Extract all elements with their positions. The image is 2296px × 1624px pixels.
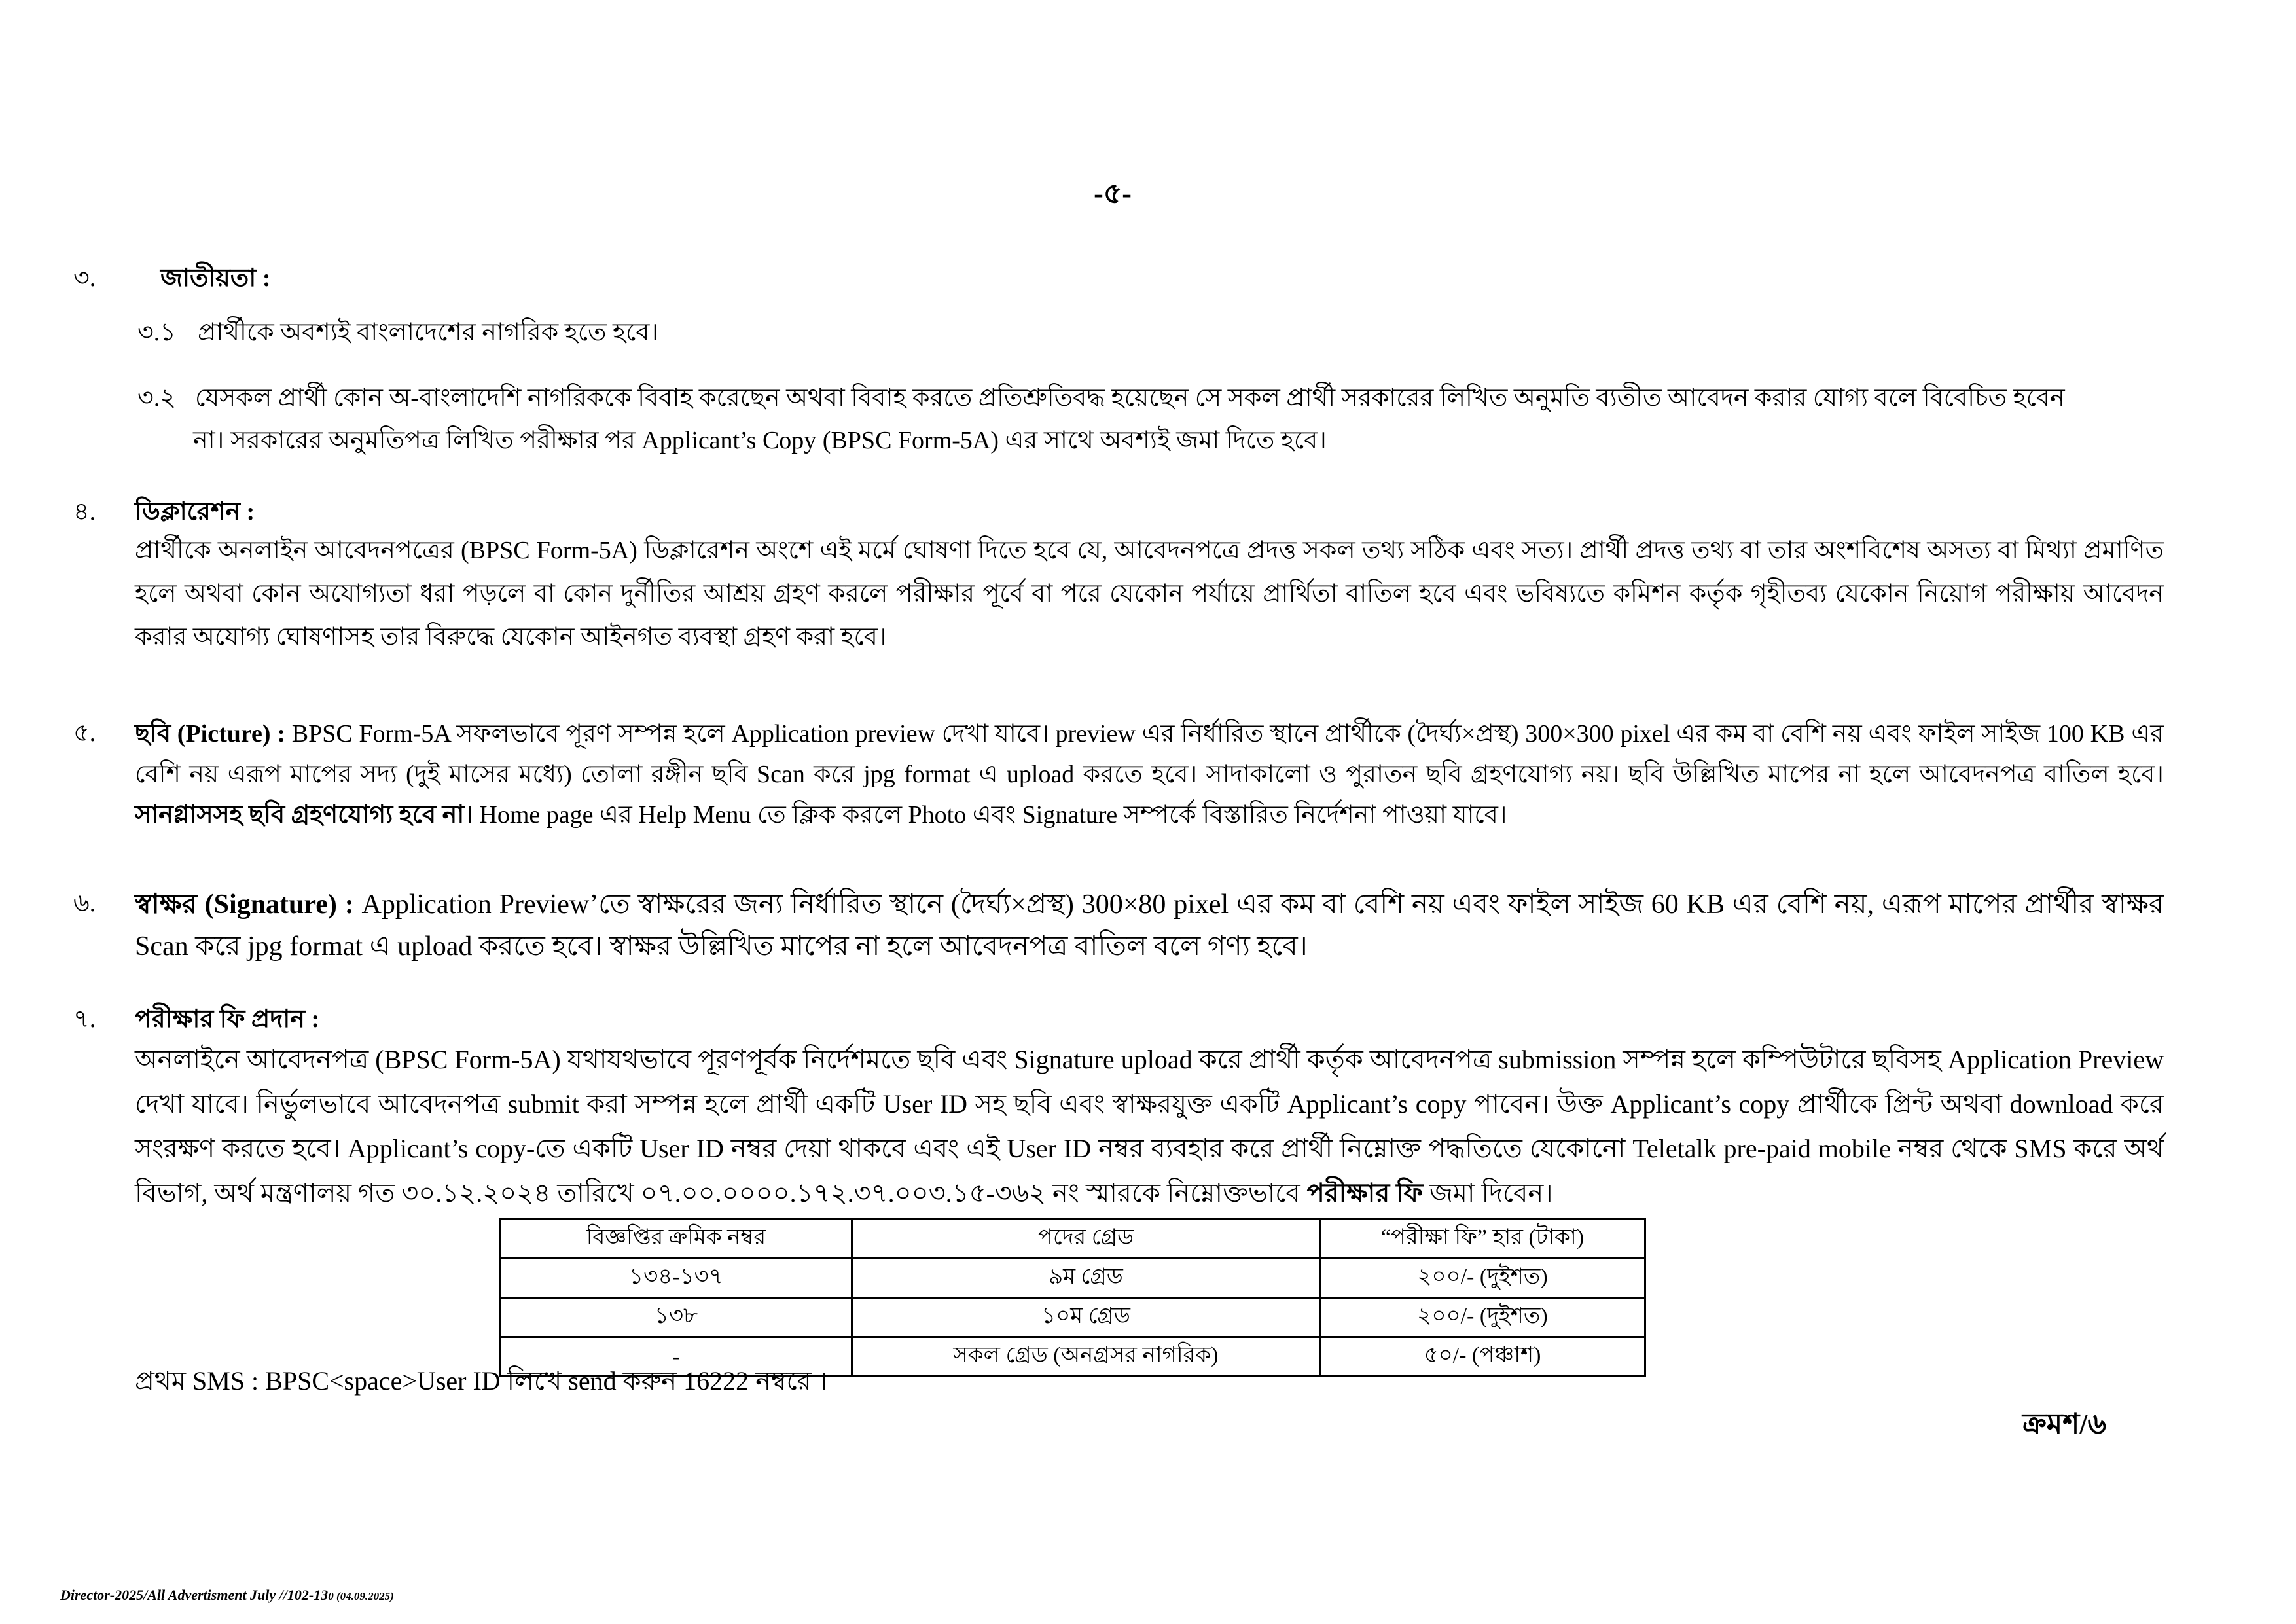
section-4-text: প্রার্থীকে অনলাইন আবেদনপত্রের (BPSC Form-5A) ডিক্লারেশন অংশে এই মর্মে ঘোষণা দিতে হবে যে, আবেদনপত্রে প্রদত্ত সকল তথ্য সঠিক এবং সত্য। প্রার্থী প্রদত্ত তথ্য বা তার অংশবিশেষ অসত্য বা মিথ্যা প্রমাণিত হলে অথবা কোন অযোগ্যতা ধরা পড়লে বা কোন দুর্নীতির আশ্রয় গ্রহণ করলে পরীক্ষার পূর্বে বা পরে যেকোন পর্যায়ে প্রার্থিতা বাতিল হবে এবং ভবিষ্যতে কমিশন কর্তৃক গৃহীতব্য যেকোন নিয়োগ পরীক্ষায় আবেদন করার অযোগ্য ঘোষণাসহ তার বিরুদ্ধে যেকোন আইনগত ব্যবস্থা গ্রহণ করা হবে।: [135, 537, 2164, 651]
header-exam-fee-rate: “পরীক্ষা ফি” হার (টাকা): [1319, 1219, 1645, 1259]
cell-serial: ১৩৮: [501, 1298, 852, 1337]
table-row: [501, 1259, 1645, 1298]
table-header-row: [501, 1219, 1645, 1259]
section-3-number: ৩.: [73, 264, 96, 292]
section-6-text: Application Preview’তে স্বাক্ষরের জন্য নির্ধারিত স্থানে (দৈর্ঘ্য×প্রস্থ) 300×80 pixel এর কম বা বেশি নয় এবং ফাইল সাইজ 60 KB এর বেশি নয়, এরূপ মাপের প্রার্থীর স্বাক্ষর Scan করে jpg format এ upload করতে হবে। স্বাক্ষর উল্লিখিত মাপের না হলে আবেদনপত্র বাতিল বলে গণ্য হবে।: [135, 890, 2164, 962]
section-7-exam-fee-bold: পরীক্ষার ফি: [1306, 1178, 1423, 1208]
section-7-number: ৭.: [73, 1005, 96, 1033]
sms-instruction: প্রথম SMS : BPSC<space>User ID লিখে send করুন 16222 নম্বরে ।: [135, 1366, 827, 1396]
section-7-paragraph: [135, 1038, 2164, 1216]
footer-ref-text: Director-2025/All Advertisment July //102-13: [60, 1587, 329, 1603]
header-post-grade: পদের গ্রেড: [852, 1219, 1319, 1259]
section-4-title: ডিক্লারেশন :: [135, 498, 255, 526]
item-3-2-line-1: যেসকল প্রার্থী কোন অ-বাংলাদেশি নাগরিককে বিবাহ করেছেন অথবা বিবাহ করতে প্রতিশ্রুতিবদ্ধ হয়েছেন সে সকল প্রার্থী সরকারের লিখিত অনুমতি ব্যতীত আবেদন করার যোগ্য বলে বিবেচিত হবেন: [195, 384, 2065, 412]
cell-fee: ২০০/- (দুইশত): [1319, 1298, 1645, 1337]
item-3-1-text: প্রার্থীকে অবশ্যই বাংলাদেশের নাগরিক হতে হবে।: [198, 319, 658, 346]
section-6-number: ৬.: [73, 890, 96, 917]
section-5-sunglasses-note: সানগ্লাসসহ ছবি গ্রহণযোগ্য হবে না।: [135, 801, 473, 829]
section-5-number: ৫.: [73, 719, 96, 747]
table-row: [501, 1298, 1645, 1337]
cell-serial: -: [501, 1337, 852, 1377]
footer-ref-date: 0 (04.09.2025): [328, 1590, 394, 1602]
cell-serial: ১৩৪-১৩৭: [501, 1259, 852, 1298]
cell-grade: ১০ম গ্রেড: [852, 1298, 1319, 1337]
item-3-2-number: ৩.২: [137, 384, 176, 412]
footer-reference: [60, 1587, 394, 1604]
page-number: -৫-: [1094, 177, 1132, 209]
continued-marker: ক্রমশ/৬: [2022, 1408, 2107, 1440]
section-5-text-part-1: BPSC Form-5A সফলভাবে পূরণ সম্পন্ন হলে Application preview দেখা যাবে। preview এর নির্ধারিত স্থানে প্রার্থীকে (দৈর্ঘ্য×প্রস্থ) 300×300 pixel এর কম বা বেশি নয় এবং ফাইল সাইজ 100 KB এর বেশি নয় এরূপ মাপের সদ্য (দুই মাসের মধ্যে) তোলা রঙ্গীন ছবি Scan করে jpg format এ upload করতে হবে। সাদাকালো ও পুরাতন ছবি গ্রহণযোগ্য নয়। ছবি উল্লিখিত মাপের না হলে আবেদনপত্র বাতিল হবে।: [135, 720, 2164, 788]
section-7-text-part-1: অনলাইনে আবেদনপত্র (BPSC Form-5A) যথাযথভাবে পূরণপূর্বক নির্দেশমতে ছবি এবং Signature upload করে প্রার্থী কর্তৃক আবেদনপত্র submission সম্পন্ন হলে কম্পিউটারে ছবিসহ Application Preview দেখা যাবে। নির্ভুলভাবে আবেদনপত্র submit করা সম্পন্ন হলে প্রার্থী একটি User ID সহ ছবি এবং স্বাক্ষরযুক্ত একটি Applicant’s copy পাবেন। উক্ত Applicant’s copy প্রার্থীকে প্রিন্ট অথবা download করে সংরক্ষণ করতে হবে। Applicant’s copy-তে একটি User ID নম্বর দেয়া থাকবে এবং এই User ID নম্বর ব্যবহার করে প্রার্থী নিম্নোক্ত পদ্ধতিতে যেকোনো Teletalk pre-paid mobile নম্বর থেকে SMS করে অর্থ বিভাগ, অর্থ মন্ত্রণালয় গত ৩০.১২.২০২৪ তারিখে ০৭.০০.০০০০.১৭২.৩৭.০০৩.১৫-৩৬২ নং স্মারকে নিম্নোক্তভাবে: [135, 1045, 2164, 1208]
cell-fee: ২০০/- (দুইশত): [1319, 1259, 1645, 1298]
cell-fee: ৫০/- (পঞ্চাশ): [1319, 1337, 1645, 1377]
section-7-title: পরীক্ষার ফি প্রদান :: [135, 1005, 320, 1033]
header-circular-serial: বিজ্ঞপ্তির ক্রমিক নম্বর: [501, 1219, 852, 1259]
item-3-2-line-2: না। সরকারের অনুমতিপত্র লিখিত পরীক্ষার পর Applicant’s Copy (BPSC Form-5A) এর সাথে অবশ্যই জমা দিতে হবে।: [193, 427, 1327, 454]
section-5-text-part-2: Home page এর Help Menu তে ক্লিক করলে Photo এবং Signature সম্পর্কে বিস্তারিত নির্দেশনা পাওয়া যাবে।: [479, 801, 1507, 829]
section-5-title: ছবি (Picture) :: [135, 720, 285, 748]
exam-fee-table: [499, 1218, 1646, 1377]
cell-grade: সকল গ্রেড (অনগ্রসর নাগরিক): [852, 1337, 1319, 1377]
section-7-text-part-2: জমা দিবেন।: [1429, 1178, 1553, 1208]
cell-grade: ৯ম গ্রেড: [852, 1259, 1319, 1298]
section-6-paragraph: [135, 884, 2164, 967]
section-5-paragraph: [135, 713, 2164, 835]
section-6-title: স্বাক্ষর (Signature) :: [135, 890, 354, 920]
section-3-title: জাতীয়তা :: [160, 264, 271, 292]
section-4-number: ৪.: [73, 498, 96, 526]
item-3-1-number: ৩.১: [137, 319, 176, 346]
